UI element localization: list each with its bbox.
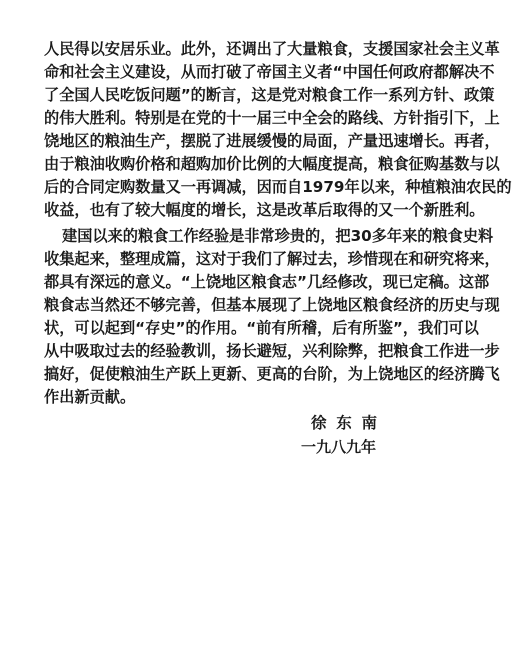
paragraph-line: 作出新贡献。 xyxy=(44,388,136,406)
paragraph-line: 人民得以安居乐业。此外，还调出了大量粮食，支援国家社会主义革 xyxy=(44,40,500,58)
paragraph-line: 命和社会主义建设，从而打破了帝国主义者“中国任何政府都解决不 xyxy=(44,63,495,81)
paragraph-line: 收益，也有了较大幅度的增长，这是改革后取得的又一个新胜利。 xyxy=(44,201,485,219)
signature-date: 一九八九年 xyxy=(301,438,377,456)
paragraph-line: 都具有深远的意义。“上饶地区粮食志”几经修改，现已定稿。这部 xyxy=(44,273,490,291)
paragraph-line: 收集起来，整理成篇，这对于我们了解过去，珍惜现在和研究将来， xyxy=(44,250,500,268)
paragraph-line: 后的合同定购数量又一再调减，因而自1979年以来，种植粮油农民的 xyxy=(44,178,512,196)
paragraph-line: 从中吸取过去的经验教训，扬长避短，兴利除弊，把粮食工作进一步 xyxy=(44,342,500,360)
paragraph-line: 状，可以起到“存史”的作用。“前有所稽，后有所鉴”，我们可以 xyxy=(44,319,479,337)
signature-name: 徐 东 南 xyxy=(311,414,377,432)
paragraph-line: 建国以来的粮食工作经验是非常珍贵的，把30多年来的粮食史料 xyxy=(62,227,494,245)
paragraph-line: 由于粮油收购价格和超购加价比例的大幅度提高，粮食征购基数与以 xyxy=(44,155,500,173)
paragraph-line: 搞好，促使粮油生产跃上更新、更高的台阶，为上饶地区的经济腾飞 xyxy=(44,365,500,383)
paragraph-line: 的伟大胜利。特别是在党的十一届三中全会的路线、方针指引下，上 xyxy=(44,109,500,127)
paragraph-line: 粮食志当然还不够完善，但基本展现了上饶地区粮食经济的历史与现 xyxy=(44,296,500,314)
paragraph-line: 了全国人民吃饭问题”的断言，这是党对粮食工作一系列方针、政策 xyxy=(44,86,495,104)
paragraph-line: 饶地区的粮油生产，摆脱了进展缓慢的局面，产量迅速增长。再者， xyxy=(44,132,500,150)
